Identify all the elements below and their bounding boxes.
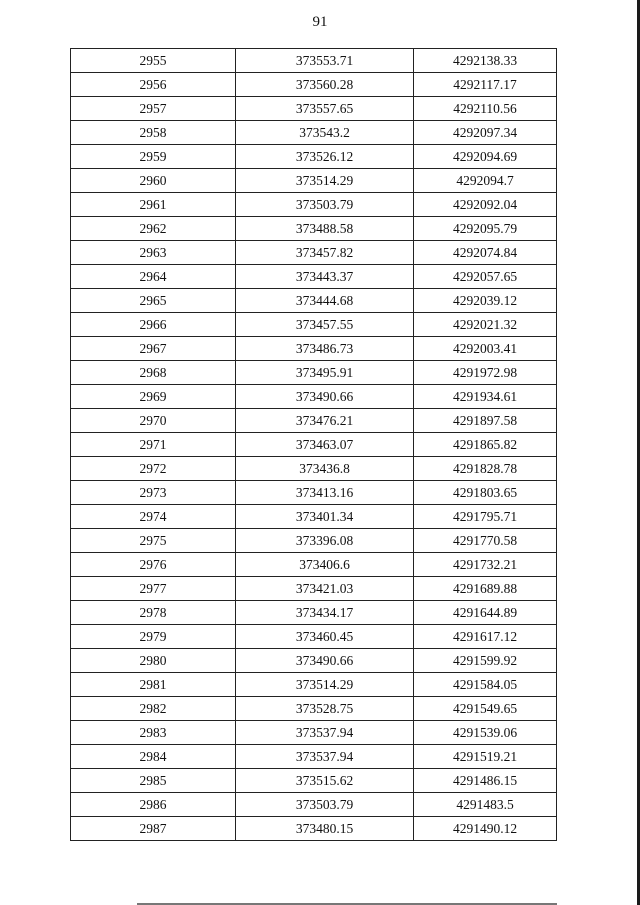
table-row (71, 169, 557, 193)
x-coordinate-cell: 373463.07 (236, 433, 414, 457)
x-coordinate-cell: 373503.79 (236, 193, 414, 217)
y-coordinate-cell: 4292003.41 (414, 337, 557, 361)
point-number-cell: 2984 (71, 745, 236, 769)
point-number-cell: 2981 (71, 673, 236, 697)
x-coordinate-cell: 373514.29 (236, 169, 414, 193)
table-row (71, 121, 557, 145)
x-coordinate-cell: 373434.17 (236, 601, 414, 625)
y-coordinate-cell: 4292097.34 (414, 121, 557, 145)
point-number-cell: 2956 (71, 73, 236, 97)
y-coordinate-cell: 4292092.04 (414, 193, 557, 217)
table-row (71, 625, 557, 649)
y-coordinate-cell: 4291865.82 (414, 433, 557, 457)
point-number-cell: 2966 (71, 313, 236, 337)
table-row (71, 361, 557, 385)
table-row (71, 217, 557, 241)
y-coordinate-cell: 4291934.61 (414, 385, 557, 409)
table-row (71, 481, 557, 505)
table-row (71, 385, 557, 409)
x-coordinate-cell: 373457.82 (236, 241, 414, 265)
page-number: 91 (312, 14, 328, 30)
x-coordinate-cell: 373457.55 (236, 313, 414, 337)
y-coordinate-cell: 4292074.84 (414, 241, 557, 265)
point-number-cell: 2957 (71, 97, 236, 121)
table-row (71, 505, 557, 529)
x-coordinate-cell: 373495.91 (236, 361, 414, 385)
point-number-cell: 2980 (71, 649, 236, 673)
point-number-cell: 2958 (71, 121, 236, 145)
y-coordinate-cell: 4291644.89 (414, 601, 557, 625)
point-number-cell: 2967 (71, 337, 236, 361)
point-number-cell: 2976 (71, 553, 236, 577)
point-number-cell: 2963 (71, 241, 236, 265)
y-coordinate-cell: 4291549.65 (414, 697, 557, 721)
y-coordinate-cell: 4292021.32 (414, 313, 557, 337)
coordinates-table (70, 48, 557, 841)
x-coordinate-cell: 373443.37 (236, 265, 414, 289)
x-coordinate-cell: 373406.6 (236, 553, 414, 577)
point-number-cell: 2955 (71, 49, 236, 73)
table-row (71, 553, 557, 577)
x-coordinate-cell: 373515.62 (236, 769, 414, 793)
x-coordinate-cell: 373528.75 (236, 697, 414, 721)
table-row (71, 529, 557, 553)
x-coordinate-cell: 373560.28 (236, 73, 414, 97)
table-row (71, 577, 557, 601)
x-coordinate-cell: 373557.65 (236, 97, 414, 121)
table-row (71, 49, 557, 73)
x-coordinate-cell: 373490.66 (236, 649, 414, 673)
table-row (71, 97, 557, 121)
coordinates-table-body (71, 49, 557, 841)
y-coordinate-cell: 4291689.88 (414, 577, 557, 601)
x-coordinate-cell: 373503.79 (236, 793, 414, 817)
x-coordinate-cell: 373514.29 (236, 673, 414, 697)
point-number-cell: 2969 (71, 385, 236, 409)
point-number-cell: 2986 (71, 793, 236, 817)
x-coordinate-cell: 373396.08 (236, 529, 414, 553)
table-row (71, 673, 557, 697)
y-coordinate-cell: 4291617.12 (414, 625, 557, 649)
y-coordinate-cell: 4292095.79 (414, 217, 557, 241)
y-coordinate-cell: 4292110.56 (414, 97, 557, 121)
point-number-cell: 2968 (71, 361, 236, 385)
point-number-cell: 2973 (71, 481, 236, 505)
point-number-cell: 2974 (71, 505, 236, 529)
y-coordinate-cell: 4291599.92 (414, 649, 557, 673)
x-coordinate-cell: 373401.34 (236, 505, 414, 529)
x-coordinate-cell: 373537.94 (236, 745, 414, 769)
y-coordinate-cell: 4291770.58 (414, 529, 557, 553)
y-coordinate-cell: 4292057.65 (414, 265, 557, 289)
table-row (71, 193, 557, 217)
table-row (71, 409, 557, 433)
point-number-cell: 2964 (71, 265, 236, 289)
point-number-cell: 2960 (71, 169, 236, 193)
table-row (71, 793, 557, 817)
table-row (71, 433, 557, 457)
x-coordinate-cell: 373526.12 (236, 145, 414, 169)
table-row (71, 769, 557, 793)
y-coordinate-cell: 4291483.5 (414, 793, 557, 817)
y-coordinate-cell: 4291486.15 (414, 769, 557, 793)
x-coordinate-cell: 373490.66 (236, 385, 414, 409)
point-number-cell: 2962 (71, 217, 236, 241)
y-coordinate-cell: 4292117.17 (414, 73, 557, 97)
point-number-cell: 2975 (71, 529, 236, 553)
y-coordinate-cell: 4291795.71 (414, 505, 557, 529)
x-coordinate-cell: 373543.2 (236, 121, 414, 145)
y-coordinate-cell: 4291897.58 (414, 409, 557, 433)
point-number-cell: 2959 (71, 145, 236, 169)
x-coordinate-cell: 373421.03 (236, 577, 414, 601)
x-coordinate-cell: 373460.45 (236, 625, 414, 649)
x-coordinate-cell: 373444.68 (236, 289, 414, 313)
table-row (71, 649, 557, 673)
table-row (71, 601, 557, 625)
y-coordinate-cell: 4291584.05 (414, 673, 557, 697)
point-number-cell: 2983 (71, 721, 236, 745)
y-coordinate-cell: 4291539.06 (414, 721, 557, 745)
table-row (71, 241, 557, 265)
point-number-cell: 2970 (71, 409, 236, 433)
x-coordinate-cell: 373488.58 (236, 217, 414, 241)
point-number-cell: 2971 (71, 433, 236, 457)
table-row (71, 745, 557, 769)
y-coordinate-cell: 4292094.69 (414, 145, 557, 169)
y-coordinate-cell: 4291803.65 (414, 481, 557, 505)
x-coordinate-cell: 373553.71 (236, 49, 414, 73)
x-coordinate-cell: 373436.8 (236, 457, 414, 481)
table-row (71, 73, 557, 97)
y-coordinate-cell: 4292138.33 (414, 49, 557, 73)
y-coordinate-cell: 4291519.21 (414, 745, 557, 769)
y-coordinate-cell: 4292094.7 (414, 169, 557, 193)
x-coordinate-cell: 373476.21 (236, 409, 414, 433)
y-coordinate-cell: 4291732.21 (414, 553, 557, 577)
x-coordinate-cell: 373537.94 (236, 721, 414, 745)
y-coordinate-cell: 4291828.78 (414, 457, 557, 481)
x-coordinate-cell: 373413.16 (236, 481, 414, 505)
point-number-cell: 2972 (71, 457, 236, 481)
table-row (71, 337, 557, 361)
point-number-cell: 2982 (71, 697, 236, 721)
y-coordinate-cell: 4291972.98 (414, 361, 557, 385)
x-coordinate-cell: 373486.73 (236, 337, 414, 361)
table-row (71, 817, 557, 841)
point-number-cell: 2977 (71, 577, 236, 601)
table-row (71, 145, 557, 169)
y-coordinate-cell: 4291490.12 (414, 817, 557, 841)
point-number-cell: 2965 (71, 289, 236, 313)
point-number-cell: 2985 (71, 769, 236, 793)
point-number-cell: 2961 (71, 193, 236, 217)
table-row (71, 289, 557, 313)
table-row (71, 721, 557, 745)
x-coordinate-cell: 373480.15 (236, 817, 414, 841)
table-row (71, 697, 557, 721)
point-number-cell: 2978 (71, 601, 236, 625)
table-row (71, 265, 557, 289)
y-coordinate-cell: 4292039.12 (414, 289, 557, 313)
point-number-cell: 2979 (71, 625, 236, 649)
table-row (71, 313, 557, 337)
table-row (71, 457, 557, 481)
point-number-cell: 2987 (71, 817, 236, 841)
